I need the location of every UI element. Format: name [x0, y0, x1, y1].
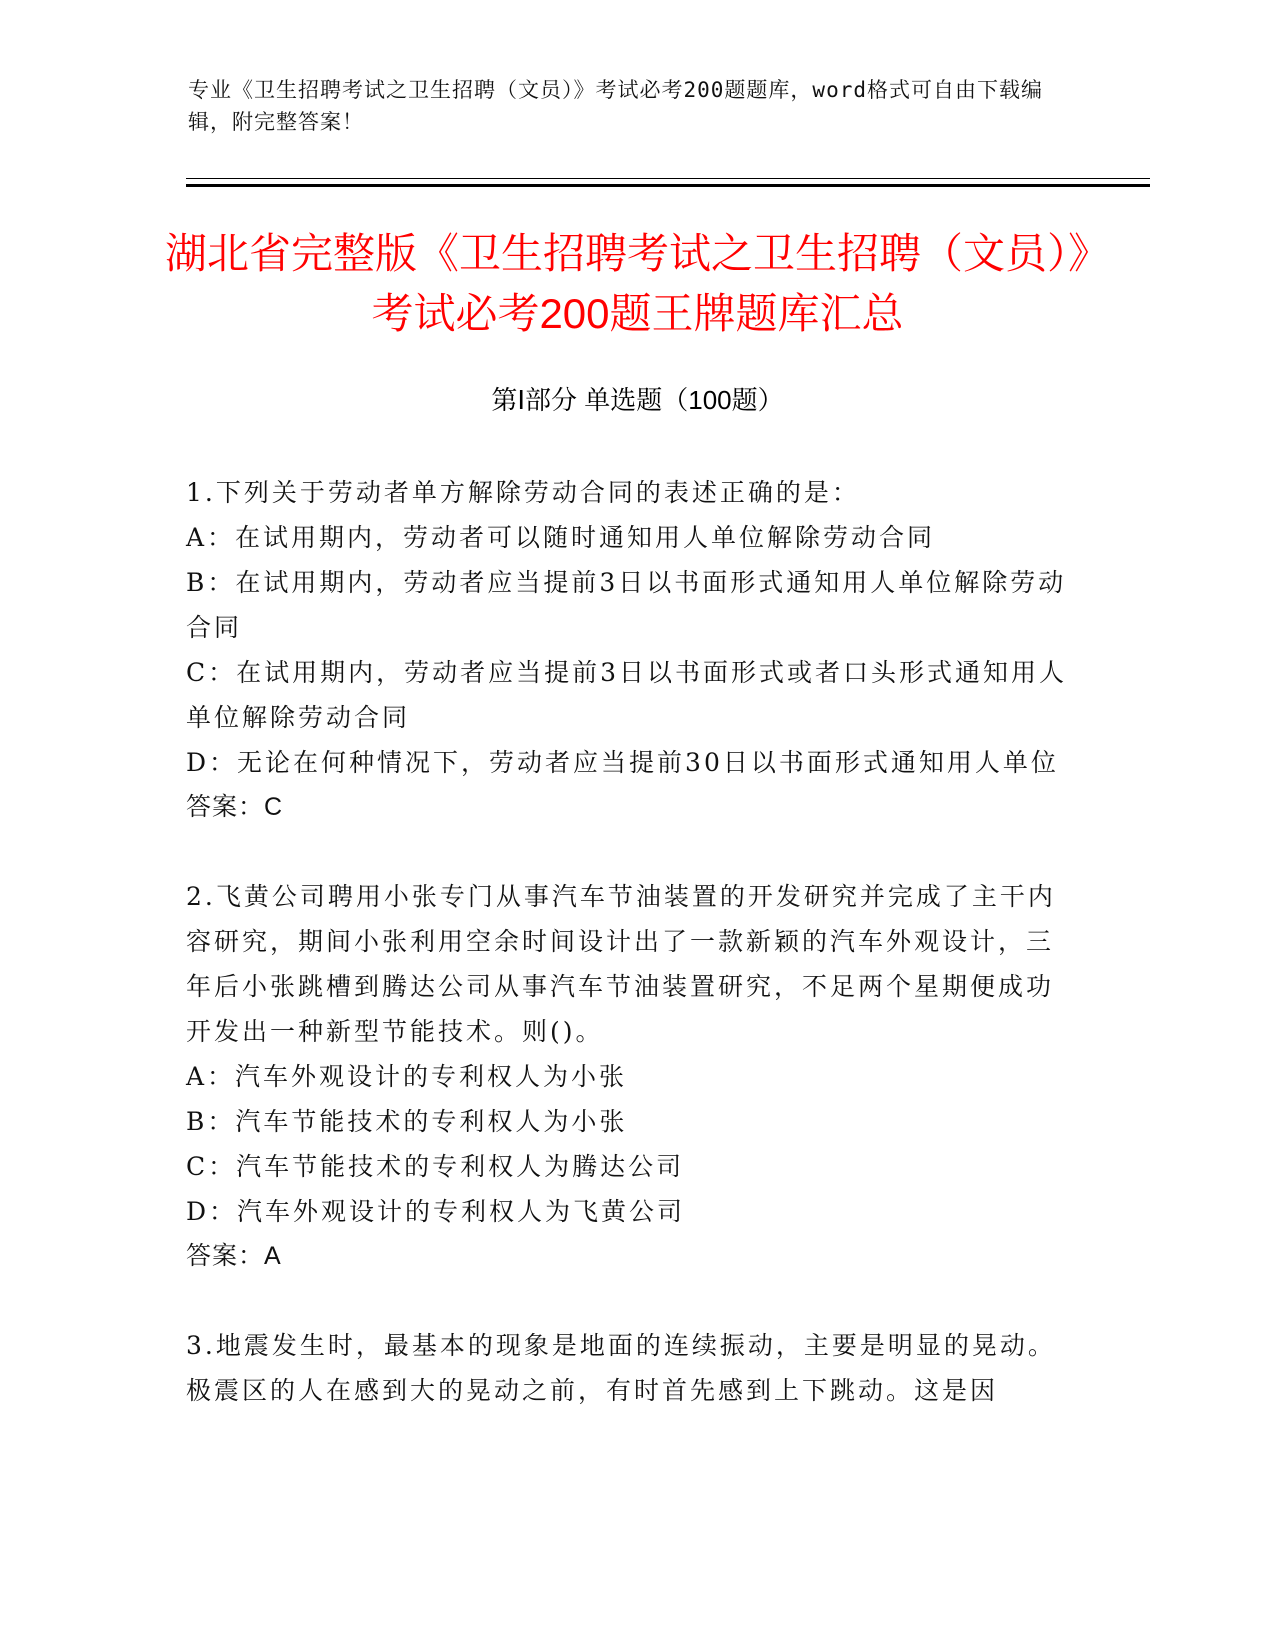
question-stem: 3.地震发生时，最基本的现象是地面的连续振动，主要是明显的晃动。极震区的人在感到大的晃动之前，有时首先感到上下跳动。这是因 — [186, 1331, 1056, 1405]
question-stem: 2.飞黄公司聘用小张专门从事汽车节油装置的开发研究并完成了主干内容研究，期间小张利用空余时间设计出了一款新颖的汽车外观设计，三年后小张跳槽到腾达公司从事汽车节油装置研究，不足两个星期便成功开发出一种新型节能技术。则()。 — [186, 882, 1056, 1046]
question-1 — [186, 470, 1076, 830]
document-title: 湖北省完整版《卫生招聘考试之卫生招聘（文员）》考试必考200题王牌题库汇总 — [164, 230, 1110, 337]
option-b: B：在试用期内，劳动者应当提前3日以书面形式通知用人单位解除劳动合同 — [186, 568, 1067, 642]
question-3 — [186, 1323, 1076, 1413]
option-b: B：汽车节能技术的专利权人为小张 — [186, 1107, 628, 1136]
option-a: A：在试用期内，劳动者可以随时通知用人单位解除劳动合同 — [186, 523, 936, 552]
header-note: 专业《卫生招聘考试之卫生招聘（文员）》考试必考200题题库，word格式可自由下载编辑，附完整答案！ — [188, 78, 1043, 134]
option-c: C：汽车节能技术的专利权人为腾达公司 — [186, 1152, 685, 1181]
question-stem: 1.下列关于劳动者单方解除劳动合同的表述正确的是： — [186, 478, 860, 507]
question-list — [186, 470, 1076, 1457]
option-c: C：在试用期内，劳动者应当提前3日以书面形式或者口头形式通知用人单位解除劳动合同 — [186, 658, 1068, 732]
answer: 答案：C — [186, 793, 284, 821]
option-a: A：汽车外观设计的专利权人为小张 — [186, 1062, 628, 1091]
question-2 — [186, 874, 1076, 1279]
option-d: D：汽车外观设计的专利权人为飞黄公司 — [186, 1197, 686, 1226]
header-divider-thin — [186, 178, 1150, 179]
section-heading: 第Ⅰ部分 单选题（100题） — [491, 385, 784, 415]
option-d: D：无论在何种情况下，劳动者应当提前30日以书面形式通知用人单位 — [186, 748, 1059, 777]
header-divider-thick — [186, 184, 1150, 187]
answer: 答案：A — [186, 1242, 282, 1270]
